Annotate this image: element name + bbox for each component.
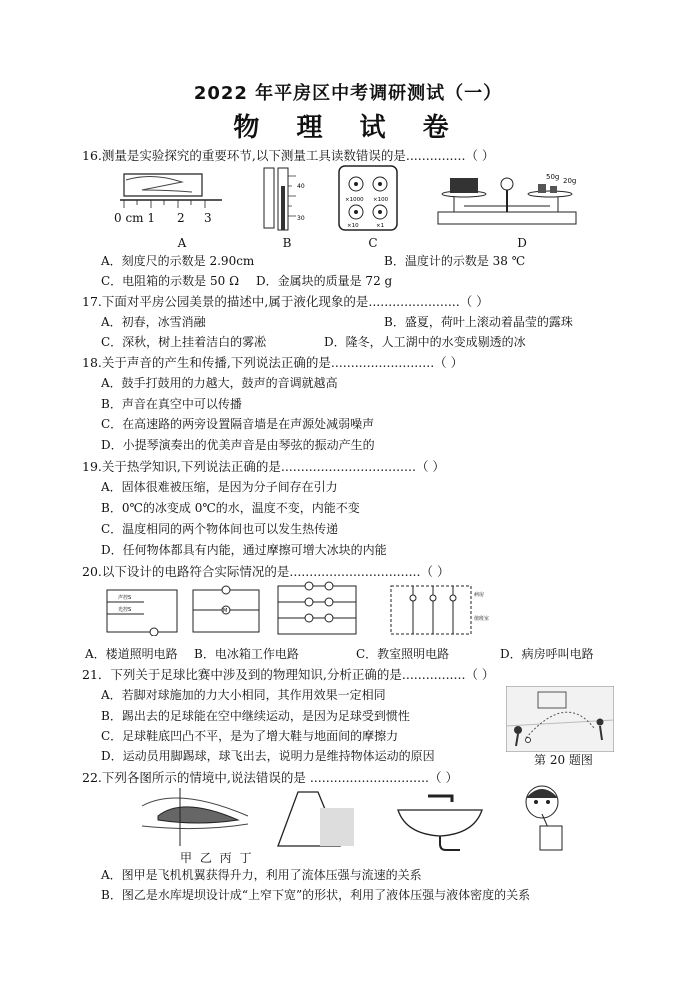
q22-figure-labels: 甲 乙 丙 丁 [180, 851, 254, 865]
q18-option-b: B．声音在真空中可以传播 [101, 397, 242, 411]
q21-option-c: C．足球鞋底凹凸不平，是为了增大鞋与地面间的摩擦力 [101, 729, 399, 743]
q19-option-d: D．任何物体都具有内能，通过摩擦可增大冰块的内能 [101, 543, 387, 557]
q16-option-a: A．刻度尺的示数是 2.90cm [101, 254, 255, 268]
weight-label-50g: 50g [546, 173, 560, 181]
q19-option-c: C．温度相同的两个物体间也可以发生热传递 [101, 522, 339, 536]
dam-figure [268, 788, 354, 848]
q21-option-d: D．运动员用脚踢球，球飞出去，说明力是维持物体运动的原因 [101, 749, 435, 763]
exam-title: 2022 年平房区中考调研测试（一） [193, 83, 503, 104]
ruler-tick-2: 2 [177, 211, 185, 225]
q20-stem: 20.以下设计的电路符合实际情况的是.................................（ ） [82, 564, 450, 579]
svg-text:×10: ×10 [347, 223, 359, 229]
q17-option-c: C．深秋，树上挂着洁白的雾凇 [101, 335, 267, 349]
q20-option-b: B．电冰箱工作电路 [194, 647, 299, 661]
q16-stem: 16.测量是实验探究的重要环节,以下测量工具读数错误的是...............（ ） [82, 148, 495, 163]
weight-label-20g: 20g [563, 177, 577, 185]
q21-option-b: B．踢出去的足球能在空中继续运动，是因为足球受到惯性 [101, 709, 410, 723]
q17-option-b: B．盛夏，荷叶上滚动着晶莹的露珠 [384, 315, 573, 329]
q17-option-a: A．初春，冰雪消融 [101, 315, 206, 329]
q20-option-c: C．教室照明电路 [356, 647, 450, 661]
q18-option-a: A．鼓手打鼓用的力越大，鼓声的音调就越高 [101, 376, 338, 390]
wing-figure [138, 786, 256, 848]
ruler-tick-0: 0 cm 1 [114, 211, 155, 225]
classroom-circuit-figure [275, 580, 359, 638]
q19-option-a: A．固体很难被压缩，是因为分子间存在引力 [101, 480, 338, 494]
q16-fig-label-b: B [282, 236, 292, 250]
q19-stem: 19.关于热学知识,下列说法正确的是..................................（ ） [82, 459, 445, 474]
q16-fig-label-a: A [177, 236, 187, 250]
q18-option-d: D．小提琴演奏出的优美声音是由琴弦的振动产生的 [101, 438, 375, 452]
q19-option-b: B．0℃的冰变成 0℃的水，温度不变，内能不变 [101, 501, 360, 515]
q18-stem: 18.关于声音的产生和传播,下列说法正确的是..........................（ ） [82, 355, 464, 370]
thermometer-figure [262, 166, 308, 232]
svg-text:30: 30 [297, 215, 305, 222]
q16-option-b: B．温度计的示数是 38 ℃ [384, 254, 526, 268]
ruler-tick-3: 3 [204, 211, 212, 225]
q20-option-a: A．楼道照明电路 [85, 647, 178, 661]
q18-option-c: C．在高速路的两旁设置隔音墙是在声源处减弱噪声 [101, 417, 375, 431]
svg-text:×1000: ×1000 [345, 197, 364, 203]
q16-option-d: D．金属块的质量是 72 g [256, 274, 393, 288]
fridge-circuit-figure [190, 584, 262, 636]
exam-subtitle: 物 理 试 卷 [233, 113, 463, 143]
sink-figure [394, 786, 486, 852]
svg-text:声控S: 声控S [118, 595, 132, 601]
stairway-circuit-figure [104, 584, 180, 636]
q16-fig-label-c: C [368, 236, 378, 250]
svg-text:光控S: 光控S [118, 607, 132, 613]
q16-option-c: C．电阻箱的示数是 50 Ω [101, 274, 240, 288]
svg-text:病房: 病房 [474, 592, 485, 598]
q20-option-d: D．病房呼叫电路 [500, 647, 594, 661]
resistance-box-figure [337, 164, 401, 234]
svg-text:40: 40 [297, 183, 305, 190]
football-figure [506, 686, 614, 752]
q21-stem: 21．下列关于足球比赛中涉及到的物理知识,分析正确的是................（ ） [82, 667, 495, 682]
q22-option-a: A．图甲是飞机机翼获得升力，利用了流体压强与流速的关系 [101, 868, 422, 882]
ward-call-circuit-figure [388, 580, 492, 638]
svg-text:×100: ×100 [373, 197, 389, 203]
q22-option-b: B．图乙是水库堤坝设计成“上窄下宽”的形状，利用了液体压强与液体密度的关系 [101, 888, 531, 902]
girl-drinking-figure [514, 780, 574, 852]
svg-text:值班室: 值班室 [474, 616, 490, 622]
q16-fig-label-d: D [517, 236, 527, 250]
q21-option-a: A．若脚对球施加的力大小相同，其作用效果一定相同 [101, 688, 386, 702]
q17-stem: 17.下面对平房公园美景的描述中,属于液化现象的是.......................（ ） [82, 294, 489, 309]
q22-stem: 22.下列各图所示的情境中,说法错误的是 ..............................（ ） [82, 770, 459, 785]
q17-option-d: D．隆冬，人工湖中的水变成剔透的冰 [324, 335, 526, 349]
q21-figure-caption: 第 20 题图 [534, 753, 593, 767]
svg-text:M: M [223, 608, 228, 614]
svg-text:×1: ×1 [376, 223, 385, 229]
